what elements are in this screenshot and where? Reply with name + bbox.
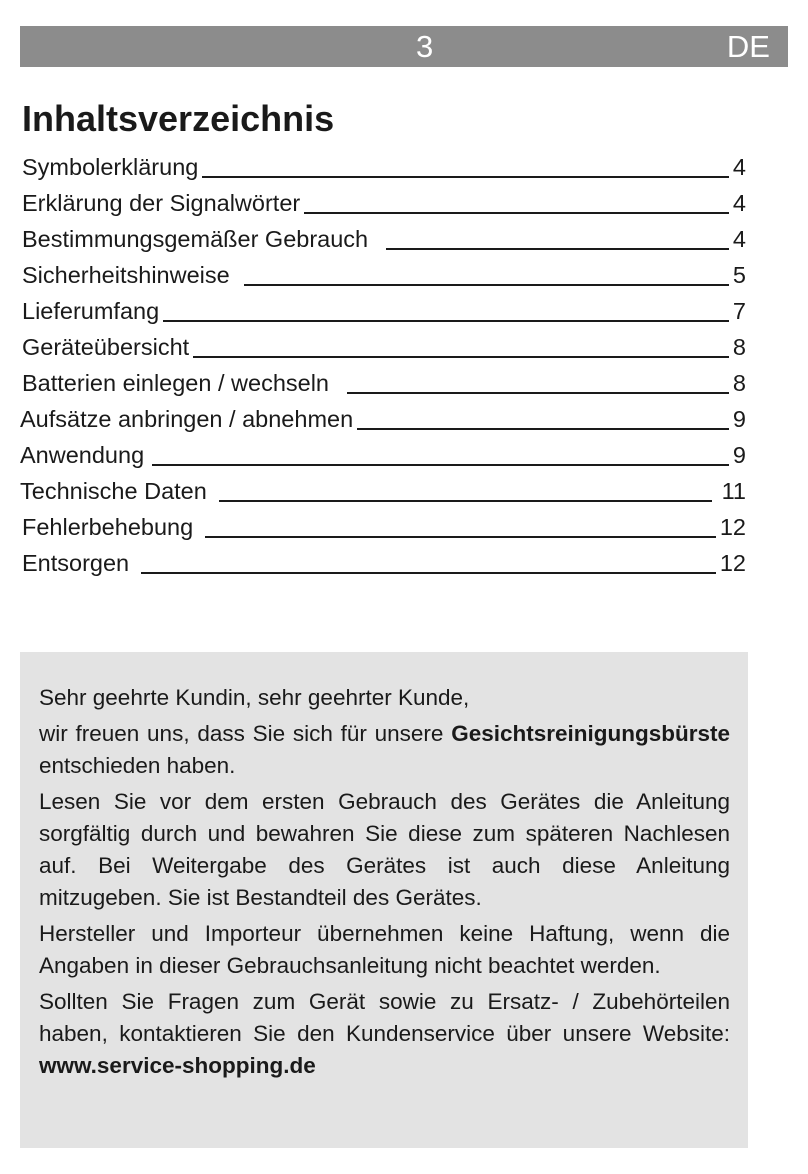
product-name: Gesichtsreinigungsbürste (451, 721, 730, 746)
toc-leader (193, 355, 729, 358)
toc-leader (347, 391, 729, 394)
toc-entry-page: 11 (721, 478, 746, 504)
toc-entry-page: 9 (732, 442, 746, 468)
toc-entry-page: 5 (732, 262, 746, 288)
toc-leader (163, 319, 729, 322)
toc-entry-label: Symbolerklärung (22, 154, 199, 180)
toc-leader (152, 463, 729, 466)
page-number: 3 (416, 29, 434, 64)
table-of-contents (0, 148, 808, 588)
toc-entry-page: 8 (732, 334, 746, 360)
toc-entry-entsorgen[interactable] (22, 544, 746, 580)
toc-entry-label: Technische Daten (20, 478, 207, 504)
toc-entry-label: Bestimmungsgemäßer Gebrauch (22, 226, 369, 252)
toc-entry-signalwoerter[interactable] (22, 184, 746, 220)
toc-leader (202, 175, 729, 178)
header-bar (20, 26, 788, 67)
read-instructions-paragraph: Lesen Sie vor dem ersten Gebrauch des Gerätes die Anleitung sorgfältig durch und bewahren Sie diese zum späteren Nachlesen auf. Bei Weitergabe des Gerätes ist auch diese Anleitung mitzugeben. Sie ist Bestandteil des Gerätes. (39, 789, 730, 910)
website-link[interactable]: www.service-shopping.de (39, 1053, 316, 1078)
questions-paragraph (39, 986, 730, 1082)
toc-entry-label: Fehlerbehebung (22, 514, 194, 540)
toc-entry-label: Entsorgen (22, 550, 130, 576)
intro-box (20, 652, 748, 1148)
toc-entry-page: 9 (732, 406, 746, 432)
toc-leader (244, 283, 729, 286)
toc-entry-page: 7 (732, 298, 746, 324)
toc-leader (386, 247, 729, 250)
toc-title: Inhaltsverzeichnis (22, 98, 335, 139)
toc-leader (304, 211, 729, 214)
toc-entry-batterien[interactable] (22, 364, 746, 400)
thanks-text-end: entschieden haben. (39, 753, 236, 778)
toc-entry-page: 4 (732, 154, 746, 180)
greeting: Sehr geehrte Kundin, sehr geehrter Kunde, (39, 685, 470, 710)
toc-entry-fehlerbehebung[interactable] (22, 508, 746, 544)
toc-entry-label: Batterien einlegen / wechseln (22, 370, 330, 396)
toc-entry-aufsaetze[interactable] (20, 400, 746, 436)
toc-entry-symbolerklaerung[interactable] (22, 148, 746, 184)
toc-entry-page: 12 (719, 514, 746, 540)
thanks-text: wir freuen uns, dass Sie sich für unsere (39, 721, 452, 746)
toc-entry-label: Sicherheitshinweise (22, 262, 230, 288)
thanks-paragraph (39, 718, 730, 782)
toc-entry-technische-daten[interactable] (20, 472, 746, 508)
toc-entry-lieferumfang[interactable] (22, 292, 746, 328)
toc-entry-label: Anwendung (20, 442, 145, 468)
toc-entry-label: Lieferumfang (22, 298, 160, 324)
toc-entry-page: 12 (719, 550, 746, 576)
toc-entry-geraeteuebersicht[interactable] (22, 328, 746, 364)
toc-entry-label: Geräteübersicht (22, 334, 190, 360)
toc-entry-label: Aufsätze anbringen / abnehmen (20, 406, 354, 432)
toc-entry-page: 4 (732, 226, 746, 252)
language-code: DE (726, 29, 770, 64)
toc-entry-anwendung[interactable] (20, 436, 746, 472)
toc-leader (205, 535, 716, 538)
toc-leader (141, 571, 716, 574)
toc-entry-page: 8 (732, 370, 746, 396)
toc-entry-label: Erklärung der Signalwörter (22, 190, 301, 216)
toc-leader (357, 427, 729, 430)
toc-entry-sicherheitshinweise[interactable] (22, 256, 746, 292)
toc-entry-gebrauch[interactable] (22, 220, 746, 256)
liability-paragraph: Hersteller und Importeur übernehmen keine Haftung, wenn die Angaben in dieser Gebrauchsanleitung nicht beachtet werden. (39, 921, 730, 978)
toc-leader (219, 499, 712, 502)
questions-text: Sollten Sie Fragen zum Gerät sowie zu Ersatz- / Zubehörteilen haben, kontaktieren Sie den Kundenservice über unsere Website: (39, 989, 730, 1046)
toc-entry-page: 4 (732, 190, 746, 216)
